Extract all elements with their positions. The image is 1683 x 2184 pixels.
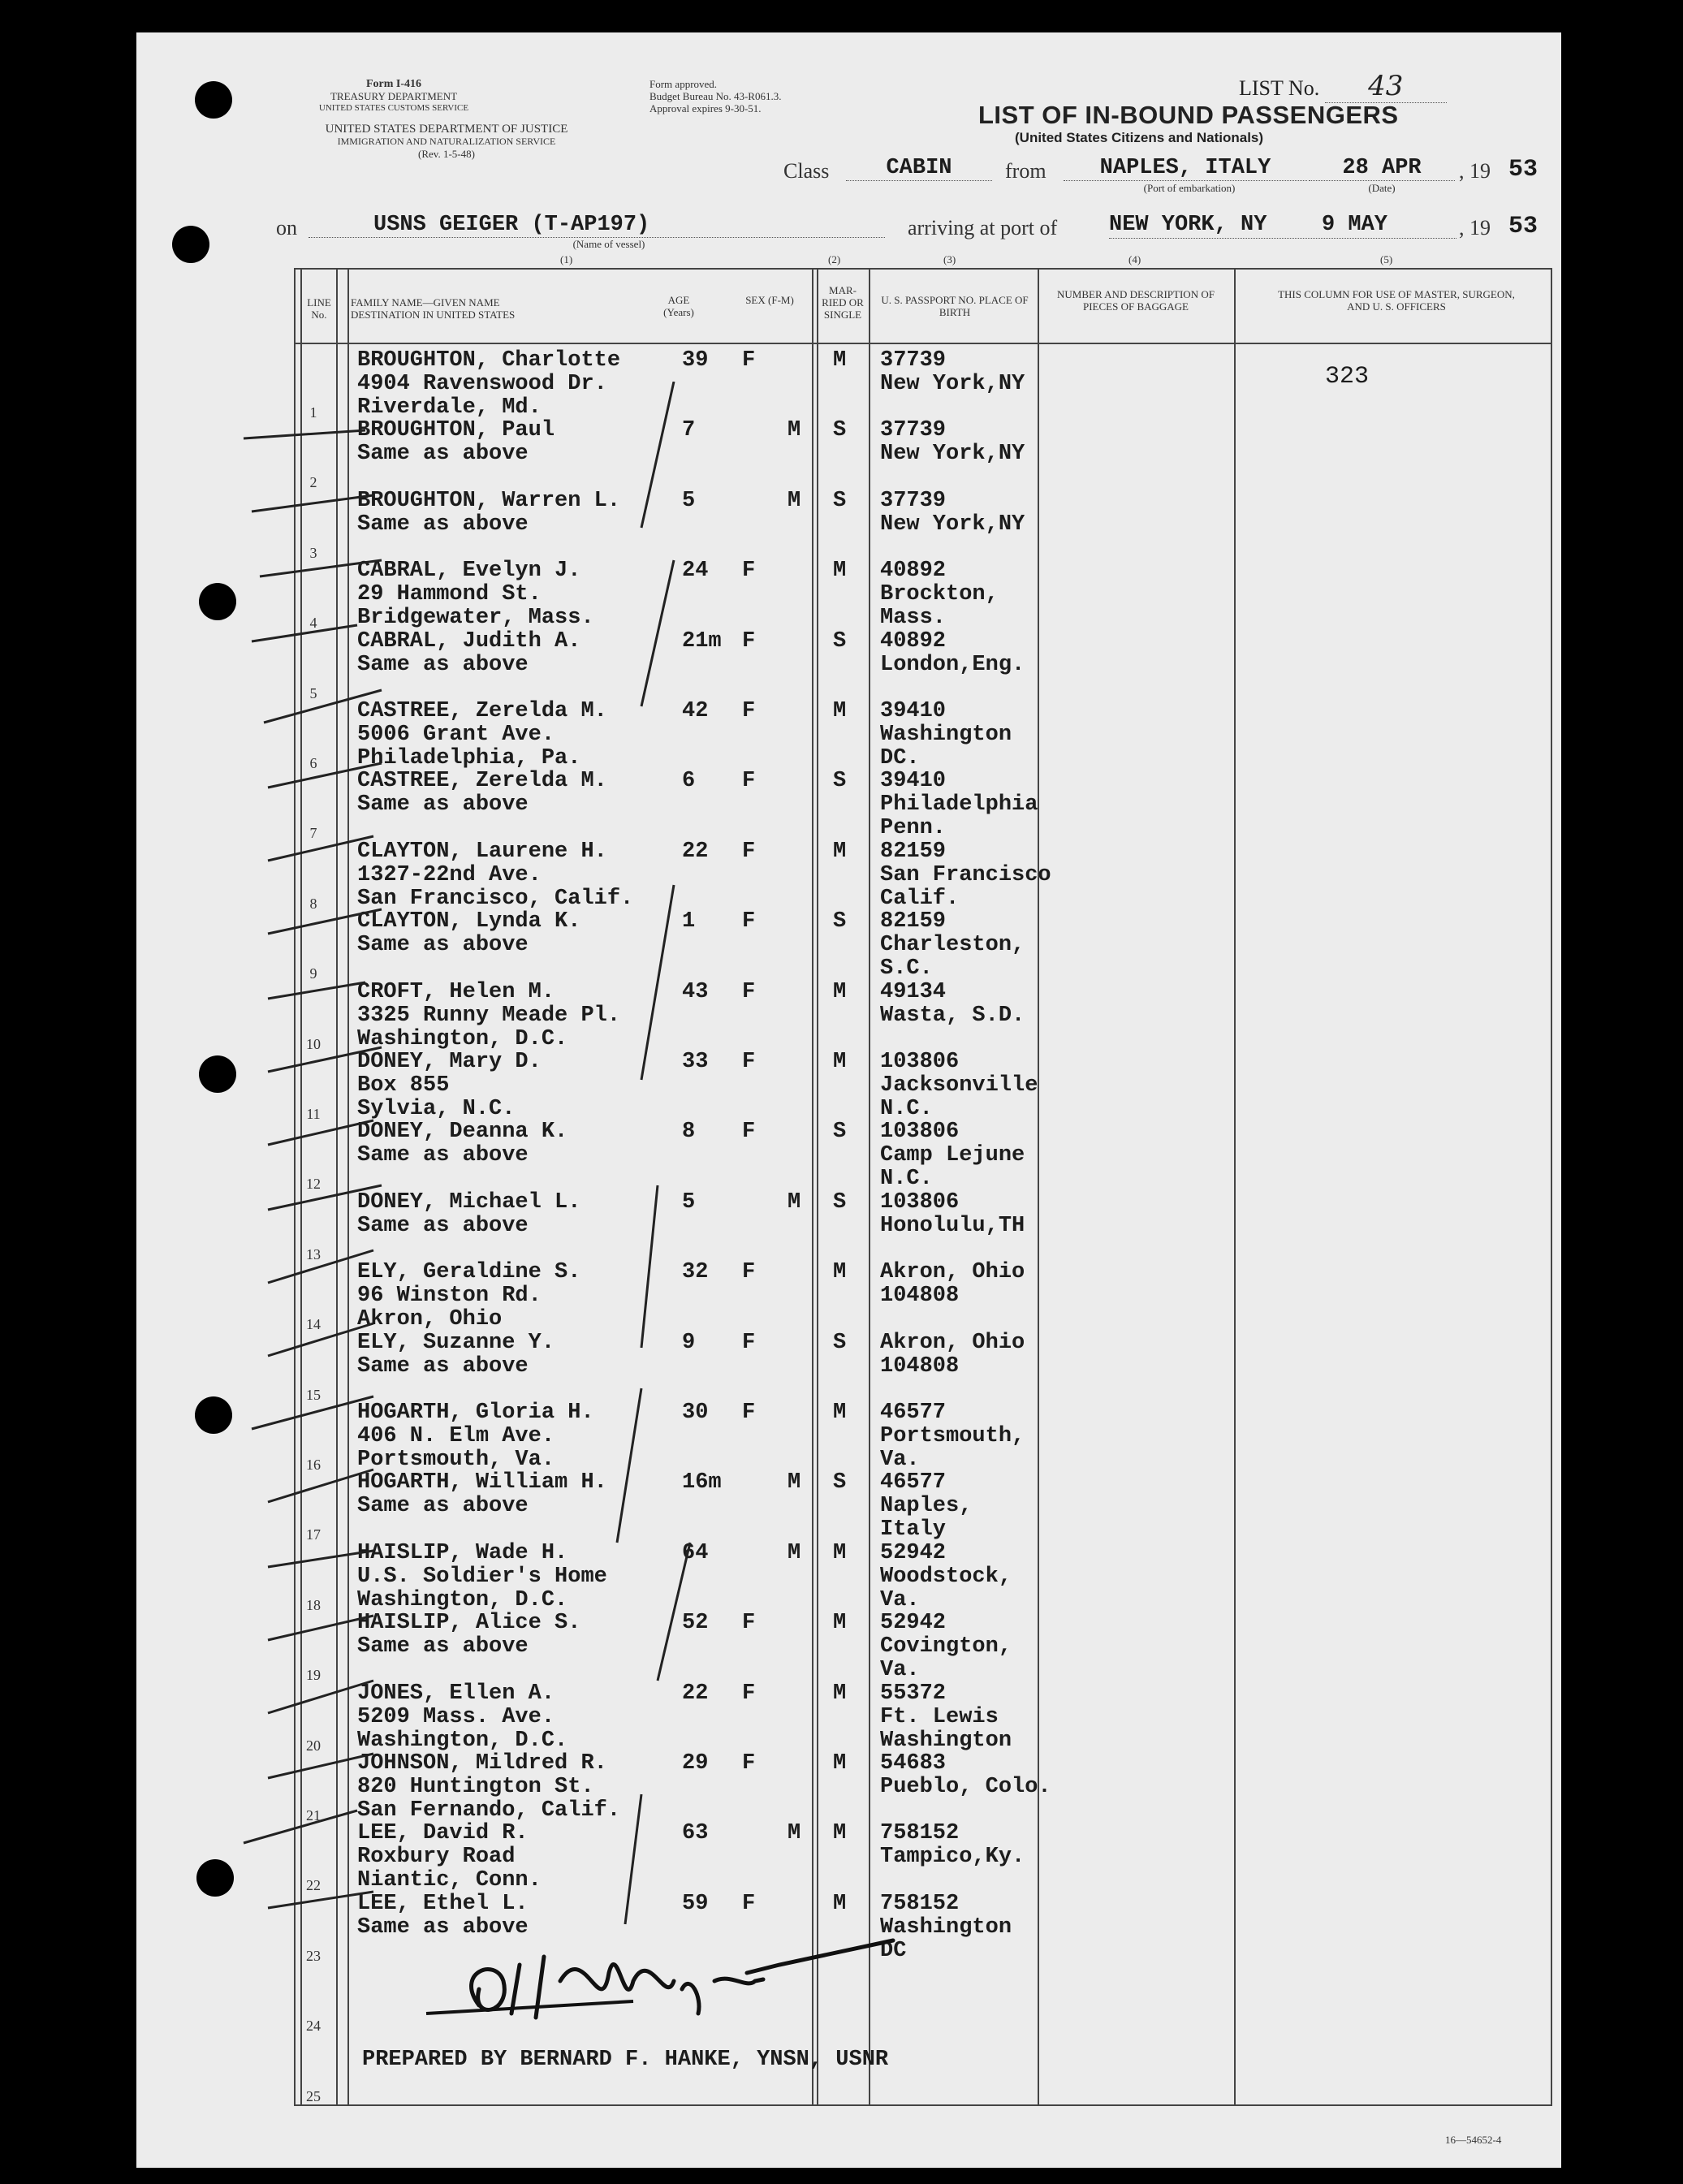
line-number: 5 xyxy=(309,684,317,701)
passport-number: 103806 xyxy=(880,1050,960,1074)
age: 24 xyxy=(682,559,709,584)
sex-male: M xyxy=(788,1821,801,1846)
passenger-name: CABRAL, Judith A. xyxy=(357,628,581,654)
passport-number: 49134 xyxy=(880,979,947,1004)
birthplace-line: Washington xyxy=(880,723,1012,747)
marital-status: S xyxy=(833,1120,847,1145)
destination-line: 1327-22nd Ave. xyxy=(357,862,542,887)
birthplace-line: Pueblo, Colo. xyxy=(880,1775,1051,1799)
birthplace-line: Covington, xyxy=(880,1634,1012,1660)
col-number-4: (4) xyxy=(1128,253,1141,265)
destination-line: Bridgewater, Mass. xyxy=(357,606,594,631)
header-line-no: LINE No. xyxy=(307,296,331,321)
line-number: 21 xyxy=(306,1807,321,1824)
passenger-name: BROUGHTON, Paul xyxy=(357,418,555,443)
class-label: Class xyxy=(783,159,830,183)
header-age: AGE (Years) xyxy=(663,294,694,318)
marital-status: M xyxy=(833,1260,847,1285)
birthplace-line: New York,NY xyxy=(880,442,1025,467)
line-number: 20 xyxy=(306,1737,321,1754)
line-number: 1 xyxy=(309,404,317,421)
document-title: LIST OF IN-BOUND PASSENGERS xyxy=(978,101,1399,129)
destination-line: Same as above xyxy=(357,1914,529,1940)
passport-number: 39410 xyxy=(880,769,947,794)
destination-line: Same as above xyxy=(357,933,529,958)
birthplace-line: New York,NY xyxy=(880,511,1025,537)
passport-birthplace xyxy=(880,981,1025,1028)
passport-birthplace xyxy=(880,1261,1025,1308)
passport-birthplace xyxy=(880,1542,1012,1612)
birthplace-line: San Francisco xyxy=(880,862,1051,887)
passport-number: 54683 xyxy=(880,1751,947,1776)
sex-female: F xyxy=(742,979,756,1004)
passenger-name: CLAYTON, Laurene H. xyxy=(357,839,607,864)
passenger-name: HOGARTH, William H. xyxy=(357,1470,607,1496)
ins-service: IMMIGRATION AND NATURALIZATION SERVICE xyxy=(337,136,556,147)
age: 32 xyxy=(682,1260,709,1285)
birthplace-line: Calif. xyxy=(880,886,960,911)
passenger-name: BROUGHTON, Charlotte xyxy=(357,348,621,373)
birthplace-line: 104808 xyxy=(880,1284,960,1309)
destination-line: 29 Hammond St. xyxy=(357,582,542,607)
line-number: 14 xyxy=(306,1316,321,1333)
destination-line: 4904 Ravenswood Dr. xyxy=(357,372,607,396)
destination-line: San Fernando, Calif. xyxy=(357,1798,621,1823)
sex-female: F xyxy=(742,909,756,934)
destination-line: Washington, D.C. xyxy=(357,1728,568,1753)
age: 1 xyxy=(682,909,696,934)
passenger-name: CASTREE, Zerelda M. xyxy=(357,769,607,794)
col-number-2: (2) xyxy=(828,253,841,265)
header-married: MAR-RIED OR SINGLE xyxy=(822,284,864,321)
line-number: 16 xyxy=(306,1457,321,1473)
sex-female: F xyxy=(742,1891,756,1916)
sex-female: F xyxy=(742,1330,756,1355)
destination-line: U.S. Soldier's Home xyxy=(357,1564,607,1589)
passenger-name: JOHNSON, Mildred R. xyxy=(357,1751,607,1776)
birthplace-line: DC. xyxy=(880,746,920,770)
sex-female: F xyxy=(742,1681,756,1706)
birthplace-line: New York,NY xyxy=(880,372,1025,396)
passenger-name: DONEY, Deanna K. xyxy=(357,1120,568,1145)
passport-number: 758152 xyxy=(880,1891,960,1916)
line-number: 24 xyxy=(306,2018,321,2035)
sex-female: F xyxy=(742,1751,756,1776)
list-number-value: 43 xyxy=(1325,70,1447,103)
marital-status: M xyxy=(833,559,847,584)
header-officers: THIS COLUMN FOR USE OF MASTER, SURGEON, AND U. S. OFFICERS xyxy=(1278,288,1515,313)
passport-birthplace xyxy=(880,1191,1025,1238)
vessel-name: USNS GEIGER (T-AP197) xyxy=(309,213,885,238)
marital-status: M xyxy=(833,699,847,723)
line-number: 9 xyxy=(309,965,317,982)
passport-birthplace xyxy=(880,1051,1038,1121)
destination-line: Same as above xyxy=(357,1494,529,1519)
col-number-3: (3) xyxy=(943,253,956,265)
checkmarks xyxy=(235,382,723,2005)
passport-number: 55372 xyxy=(880,1681,947,1706)
destination-line: Same as above xyxy=(357,1213,529,1238)
passport-number: Akron, Ohio xyxy=(880,1330,1025,1355)
passenger-name: CASTREE, Zerelda M. xyxy=(357,699,607,723)
age: 59 xyxy=(682,1891,709,1916)
marital-status: S xyxy=(833,488,847,513)
sex-male: M xyxy=(788,488,801,513)
sex-female: F xyxy=(742,839,756,864)
on-label: on xyxy=(276,216,297,240)
passenger-name: DONEY, Mary D. xyxy=(357,1050,542,1074)
form-code: 16—54652-4 xyxy=(1445,2134,1502,2146)
marital-status: M xyxy=(833,348,847,373)
passport-number: 37739 xyxy=(880,418,947,443)
birthplace-line: Portsmouth, xyxy=(880,1424,1025,1448)
sex-female: F xyxy=(742,1050,756,1074)
line-number: 8 xyxy=(309,895,317,912)
passport-birthplace xyxy=(880,1471,972,1542)
header-baggage: NUMBER AND DESCRIPTION OF PIECES OF BAGGAGE xyxy=(1057,288,1215,313)
marital-status: M xyxy=(833,1681,847,1706)
line-number: 13 xyxy=(306,1245,321,1262)
passenger-name: LEE, David R. xyxy=(357,1821,529,1846)
vessel-caption: (Name of vessel) xyxy=(572,238,645,250)
passport-number: 82159 xyxy=(880,839,947,864)
col-number-5: (5) xyxy=(1380,253,1393,265)
birthplace-line: Tampico,Ky. xyxy=(880,1845,1025,1870)
passport-number: 52942 xyxy=(880,1540,947,1565)
passport-birthplace xyxy=(880,559,999,630)
arrival-date: 9 MAY xyxy=(1322,213,1388,237)
age: 5 xyxy=(682,488,696,513)
destination-line: 5006 Grant Ave. xyxy=(357,723,555,747)
line-number: 2 xyxy=(309,474,317,491)
passport-number: 40892 xyxy=(880,559,947,584)
passenger-name: CROFT, Helen M. xyxy=(357,979,555,1004)
sex-female: F xyxy=(742,699,756,723)
passport-birthplace xyxy=(880,349,1025,396)
birthplace-line: Wasta, S.D. xyxy=(880,1003,1025,1028)
age: 7 xyxy=(682,418,696,443)
age: 22 xyxy=(682,839,709,864)
birthplace-line: N.C. xyxy=(880,1097,933,1121)
passport-number: 46577 xyxy=(880,1401,947,1425)
sex-female: F xyxy=(742,348,756,373)
approval-expiry: Approval expires 9-30-51. xyxy=(649,102,762,114)
sex-male: M xyxy=(788,1470,801,1496)
passport-birthplace xyxy=(880,490,1025,537)
passport-number: 46577 xyxy=(880,1470,947,1496)
passport-number: Akron, Ohio xyxy=(880,1260,1025,1285)
line-number: 25 xyxy=(306,2087,321,2104)
form-approved: Form approved. xyxy=(649,78,718,90)
birthplace-line: 104808 xyxy=(880,1353,960,1379)
marital-status: S xyxy=(833,628,847,654)
passport-number: 40892 xyxy=(880,628,947,654)
line-number: 15 xyxy=(306,1386,321,1403)
sex-female: F xyxy=(742,769,756,794)
treasury-dept: TREASURY DEPARTMENT xyxy=(330,90,458,102)
age: 8 xyxy=(682,1120,696,1145)
arrival-port: NEW YORK, NY xyxy=(1109,213,1267,237)
age: 16m xyxy=(682,1470,722,1496)
line-number: 7 xyxy=(309,825,317,842)
age: 39 xyxy=(682,348,709,373)
line-number: 22 xyxy=(306,1877,321,1894)
line-number: 17 xyxy=(306,1526,321,1543)
sex-female: F xyxy=(742,559,756,584)
budget-bureau: Budget Bureau No. 43-R061.3. xyxy=(649,90,782,102)
destination-line: 820 Huntington St. xyxy=(357,1775,594,1799)
passport-birthplace xyxy=(880,840,1051,911)
passport-birthplace xyxy=(880,700,1012,770)
passenger-name: JONES, Ellen A. xyxy=(357,1681,555,1706)
line-number: 19 xyxy=(306,1667,321,1684)
age: 33 xyxy=(682,1050,709,1074)
destination-line: Washington, D.C. xyxy=(357,1587,568,1612)
sex-female: F xyxy=(742,628,756,654)
marital-status: M xyxy=(833,979,847,1004)
birthplace-line: Va. xyxy=(880,1587,920,1612)
destination-line: Same as above xyxy=(357,1634,529,1660)
destination-line: Akron, Ohio xyxy=(357,1307,503,1332)
age: 63 xyxy=(682,1821,709,1846)
passenger-name: CABRAL, Evelyn J. xyxy=(357,559,581,584)
marital-status: M xyxy=(833,1751,847,1776)
header-name: FAMILY NAME—GIVEN NAME DESTINATION IN UNITED STATES xyxy=(351,296,516,321)
passenger-name: ELY, Suzanne Y. xyxy=(357,1330,555,1355)
justice-dept: UNITED STATES DEPARTMENT OF JUSTICE xyxy=(325,123,568,136)
destination-line: Niantic, Conn. xyxy=(357,1868,542,1893)
sex-male: M xyxy=(788,418,801,443)
list-number-label: LIST No. xyxy=(1239,76,1320,100)
sex-male: M xyxy=(788,1540,801,1565)
line-number: 4 xyxy=(309,615,317,632)
birthplace-line: Jacksonville xyxy=(880,1073,1038,1098)
birthplace-line: N.C. xyxy=(880,1167,933,1192)
from-label: from xyxy=(1005,159,1046,183)
marital-status: S xyxy=(833,909,847,934)
date-caption: (Date) xyxy=(1368,182,1396,194)
destination-line: Philadelphia, Pa. xyxy=(357,746,581,770)
birthplace-line: Philadelphia xyxy=(880,792,1038,818)
line-number: 3 xyxy=(309,544,317,561)
destination-line: Washington, D.C. xyxy=(357,1026,568,1051)
birthplace-line: Mass. xyxy=(880,606,947,631)
header-sex: SEX (F-M) xyxy=(745,294,794,306)
passport-number: 103806 xyxy=(880,1189,960,1215)
birthplace-line: DC xyxy=(880,1938,907,1963)
destination-line: Same as above xyxy=(357,442,529,467)
birthplace-line: Washington xyxy=(880,1914,1012,1940)
passport-birthplace xyxy=(880,1332,1025,1379)
marital-status: S xyxy=(833,418,847,443)
passport-number: 103806 xyxy=(880,1120,960,1145)
destination-line: San Francisco, Calif. xyxy=(357,886,634,911)
sex-female: F xyxy=(742,1260,756,1285)
age: 52 xyxy=(682,1611,709,1636)
marital-status: M xyxy=(833,1891,847,1916)
marital-status: M xyxy=(833,1611,847,1636)
sex-female: F xyxy=(742,1120,756,1145)
passport-number: 758152 xyxy=(880,1821,960,1846)
birthplace-line: Italy xyxy=(880,1517,947,1543)
officer-note: 323 xyxy=(1325,363,1370,391)
destination-line: Same as above xyxy=(357,652,529,677)
marital-status: S xyxy=(833,1189,847,1215)
form-number: Form I-416 xyxy=(365,78,422,90)
line-number: 10 xyxy=(306,1035,321,1052)
line-number: 12 xyxy=(306,1176,321,1193)
age: 29 xyxy=(682,1751,709,1776)
sex-female: F xyxy=(742,1401,756,1425)
age: 30 xyxy=(682,1401,709,1425)
destination-line: Same as above xyxy=(357,1353,529,1379)
port-caption: (Port of embarkation) xyxy=(1143,182,1236,194)
passport-birthplace xyxy=(880,1401,1025,1472)
marital-status: S xyxy=(833,1330,847,1355)
arrival-year-prefix: , 19 xyxy=(1459,216,1491,240)
line-number: 11 xyxy=(306,1106,321,1122)
passport-birthplace xyxy=(880,630,1025,677)
passenger-name: BROUGHTON, Warren L. xyxy=(357,488,621,513)
class-value: CABIN xyxy=(846,156,992,181)
age: 22 xyxy=(682,1681,709,1706)
marital-status: M xyxy=(833,1401,847,1425)
birthplace-line: Va. xyxy=(880,1448,920,1472)
sex-female: F xyxy=(742,1611,756,1636)
year-prefix: , 19 xyxy=(1459,159,1491,183)
marital-status: S xyxy=(833,769,847,794)
passport-birthplace xyxy=(880,1120,1025,1191)
line-number: 23 xyxy=(306,1947,321,1964)
marital-status: M xyxy=(833,1540,847,1565)
passport-birthplace xyxy=(880,1752,1051,1799)
year-value: 53 xyxy=(1508,156,1538,183)
passenger-name: DONEY, Michael L. xyxy=(357,1189,581,1215)
marital-status: M xyxy=(833,1050,847,1074)
passenger-name: HAISLIP, Alice S. xyxy=(357,1611,581,1636)
passport-birthplace xyxy=(880,910,1025,981)
marital-status: M xyxy=(833,839,847,864)
birthplace-line: Honolulu,TH xyxy=(880,1213,1025,1238)
birthplace-line: S.C. xyxy=(880,956,933,982)
destination-line: 5209 Mass. Ave. xyxy=(357,1704,555,1729)
revision: (Rev. 1-5-48) xyxy=(418,148,475,160)
age: 42 xyxy=(682,699,709,723)
birthplace-line: Penn. xyxy=(880,816,947,841)
passport-birthplace xyxy=(880,419,1025,466)
age: 64 xyxy=(682,1540,709,1565)
destination-line: Portsmouth, Va. xyxy=(357,1448,555,1472)
birthplace-line: London,Eng. xyxy=(880,652,1025,677)
destination-line: 96 Winston Rd. xyxy=(357,1284,542,1309)
age: 9 xyxy=(682,1330,696,1355)
destination-line: Same as above xyxy=(357,1143,529,1168)
line-number: 18 xyxy=(306,1596,321,1613)
arriving-label: arriving at port of xyxy=(908,216,1058,240)
col-number-1: (1) xyxy=(560,253,573,265)
age: 6 xyxy=(682,769,696,794)
birthplace-line: Camp Lejune xyxy=(880,1143,1025,1168)
age: 5 xyxy=(682,1189,696,1215)
birthplace-line: Washington xyxy=(880,1728,1012,1753)
destination-line: 3325 Runny Meade Pl. xyxy=(357,1003,621,1028)
birthplace-line: Ft. Lewis xyxy=(880,1704,999,1729)
destination-line: Box 855 xyxy=(357,1073,450,1098)
destination-line: Roxbury Road xyxy=(357,1845,516,1870)
arrival-year: 53 xyxy=(1508,213,1538,240)
passport-number: 39410 xyxy=(880,699,947,723)
line-number: 6 xyxy=(309,755,317,771)
customs-service: UNITED STATES CUSTOMS SERVICE xyxy=(318,103,469,113)
birthplace-line: Brockton, xyxy=(880,582,999,607)
birthplace-line: Naples, xyxy=(880,1494,973,1519)
birthplace-line: Charleston, xyxy=(880,933,1025,958)
destination-line: Same as above xyxy=(357,792,529,818)
destination-line: Same as above xyxy=(357,511,529,537)
passport-number: 37739 xyxy=(880,488,947,513)
passport-birthplace xyxy=(880,1822,1025,1869)
passenger-name: HOGARTH, Gloria H. xyxy=(357,1401,594,1425)
birthplace-line: Woodstock, xyxy=(880,1564,1012,1589)
passport-birthplace xyxy=(880,770,1038,840)
marital-status: S xyxy=(833,1470,847,1496)
destination-line: Riverdale, Md. xyxy=(357,395,542,420)
destination-line: 406 N. Elm Ave. xyxy=(357,1424,555,1448)
prepared-by: PREPARED BY BERNARD F. HANKE, YNSN, USNR xyxy=(362,2048,889,2072)
embarkation-port: NAPLES, ITALY xyxy=(1064,156,1307,181)
sex-male: M xyxy=(788,1189,801,1215)
passenger-name: CLAYTON, Lynda K. xyxy=(357,909,581,934)
age: 43 xyxy=(682,979,709,1004)
passenger-name: ELY, Geraldine S. xyxy=(357,1260,581,1285)
document-subtitle: (United States Citizens and Nationals) xyxy=(1015,130,1264,145)
header-passport: U. S. PASSPORT NO. PLACE OF BIRTH xyxy=(881,294,1029,318)
age: 21m xyxy=(682,628,722,654)
embarkation-date: 28 APR xyxy=(1309,156,1455,181)
passport-number: 52942 xyxy=(880,1611,947,1636)
birthplace-line: Va. xyxy=(880,1658,920,1683)
marital-status: M xyxy=(833,1821,847,1846)
destination-line: Sylvia, N.C. xyxy=(357,1097,516,1121)
passport-number: 37739 xyxy=(880,348,947,373)
passenger-name: HAISLIP, Wade H. xyxy=(357,1540,568,1565)
passport-number: 82159 xyxy=(880,909,947,934)
passport-birthplace xyxy=(880,1682,1012,1753)
passport-birthplace xyxy=(880,1612,1012,1682)
passenger-name: LEE, Ethel L. xyxy=(357,1891,529,1916)
